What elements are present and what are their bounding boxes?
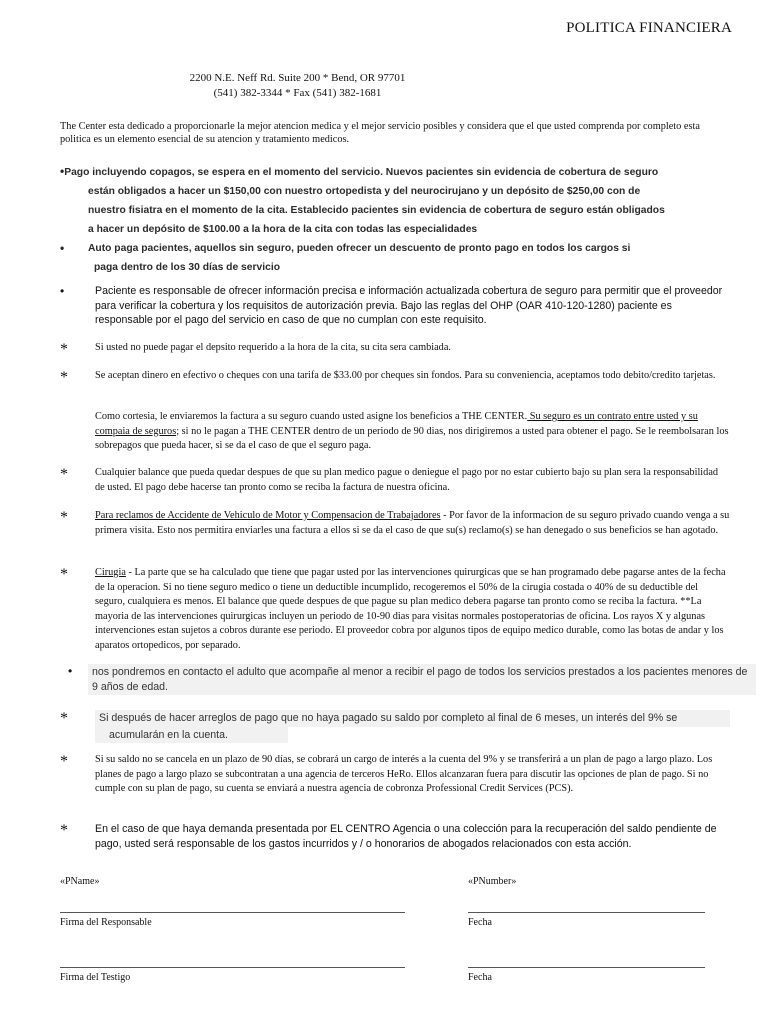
accident-text [95,509,730,538]
bullet-mark: • [60,241,65,255]
payment-plan-item [60,753,730,811]
date-label-2: Fecha [468,972,492,983]
star-mark: * [60,822,68,839]
payment-line-4: a hacer un depósito de $100.00 a la hora de la cita con todas las especialidades [88,224,478,235]
courtesy-item [60,410,730,454]
patient-name-field: «PName» [60,876,100,887]
responsible-signature-label: Firma del Responsable [60,917,152,928]
intro-paragraph: The Center esta dedicado a proporcionarle la mejor atencion medica y el mejor servicio posibles y considera que el que usted comprenda por completo esta politica es un elemento esencial de su atencion y tratamiento medicos. [60,121,700,145]
insurance-info-text: Paciente es responsable de ofrecer información precisa e información actualizada cobertura de seguro para permitir que el proveedor para verificar la cobertura y los requisitos de autorización previa. Bajo las reglas del OHP (OAR 410-120-1280) paciente es responsable por el pago del servicio en caso de que no cumplan con este requisito. [95,285,723,326]
legal-item [60,822,730,854]
balance-item [60,466,730,496]
star-mark: * [60,466,68,483]
payment-line-2: están obligados a hacer un $150,00 con nuestro ortopedista y del neurocirujano y un depósito de $250,00 con de [88,186,641,197]
accident-item [60,509,730,553]
surgery-text-b: - La parte que se ha calculado que tiene que pagar usted por las intervenciones quirurgicas que se han programado debe pagarse antes de la fecha de la operacion. Si no tiene seguro medico o tiene un deductible incumplido, recogeremos el 50% de la cirugia costada o 40% de su deductible del seguro, cualquiera es menos. El balance que quede despues de que pague su plan medico debera pagarse tan pronto como se reciba la factura. **La mayoria de las intervenciones quirurgicas incluyen un periodo de 10-90 dias para visitas normales postoperatorias de oficina. Los rayos X y algunas intervenciones estan sujetos a cobros durante ese periodo. El proveedor cobra por algunos tipos de equipo medico durable, como las botas de andar y los aparatos ortopedicos, por separado. [95,567,726,651]
courtesy-text [95,410,730,454]
star-mark: * [60,566,68,583]
legal-text: En el caso de que haya demanda presentada por EL CENTRO Agencia o una colección para la recuperación del saldo pendiente de pago, usted será responsable de los gastos incurridos y / o honorarios de abogados relacionados con esta acción. [95,823,717,850]
deposit-text: Si usted no puede pagar el depsito requerido a la hora de la cita, su cita sera cambiada. [95,342,451,353]
interest-text [95,710,730,743]
address-block [0,71,595,101]
bullet-mark: • [68,664,73,678]
page-title: POLITICA FINANCIERA [566,20,732,36]
interest-line-1: Si después de hacer arreglos de pago que no haya pagado su saldo por completo al final de 6 meses, un interés del 9% se [95,710,730,727]
interest-line-2: acumularán en la cuenta. [95,727,288,744]
balance-text: Cualquier balance que pueda quedar despues de que su plan medico pague o deniegue el pago por no estar cubierto bajo su plan sera la responsabilidad de usted. El pago debe hacerse tan pronto como se reciba la factura de nuestra oficina. [95,467,719,493]
payment-line-3: nuestro fisiatra en el momento de la cita. Establecido pacientes sin evidencia de cobertura de seguro están obligados [88,205,665,216]
accident-text-b: - Por favor de la informacion de su seguro privado cuando venga a su primera visita. Esto nos permitira enviarles una factura a ellos si se da el caso de que su(s) reclamo(s) se han denegado o sus beneficios se han agotado. [95,510,730,536]
interest-item [60,710,730,740]
bullet-mark: • [60,164,65,178]
bullet-mark: • [60,284,65,298]
accident-text-underlined: Para reclamos de Accidente de Vehiculo de Motor y Compensacion de Trabajadores [95,510,441,521]
courtesy-text-underlined: Su seguro es un contrato entre usted y su compaia de seguros; [95,411,698,437]
surgery-text-underlined: Cirugia [95,567,126,578]
payment-line-5: Auto paga pacientes, aquellos sin seguro, pueden ofrecer un descuento de pronto pago en todos los cargos si [88,243,631,254]
payment-plan-text: Si su saldo no se cancela en un plazo de 90 días, se cobrará un cargo de interés a la cuenta del 9% y se transferirá a un plan de pago a largo plazo. Los planes de pago a largo plazo se subcontratan a una agencia de terceros HeRo. Ellos alcanzaran fuera para discutir las opciones de plan de pago. Si no cumple con su plan de pago, su cuenta se enviará a nuestra agencia de cobronza Professional Credit Services (PCS). [95,754,713,794]
insurance-info-item [60,284,730,328]
star-mark: * [60,710,68,727]
phone-fax-line: (541) 382-3344 * Fax (541) 382-1681 [213,87,382,99]
payment-expectation-block [60,162,730,277]
address-line: 2200 N.E. Neff Rd. Suite 200 * Bend, OR 97701 [189,72,406,84]
witness-signature-label: Firma del Testigo [60,972,131,983]
date-line-2 [468,967,705,968]
minor-item [60,664,756,696]
payment-line-1: Pago incluyendo copagos, se espera en el momento del servicio. Nuevos pacientes sin evidencia de cobertura de seguro [64,167,659,178]
witness-signature-line [60,967,405,968]
star-mark: * [60,369,68,386]
cash-checks-item [60,369,730,399]
star-mark: * [60,753,68,770]
courtesy-text-a: Como cortesia, le enviaremos la factura a su seguro cuando usted asigne los beneficios a THE CENTER. [95,411,528,422]
star-mark: * [60,341,68,358]
responsible-signature-line [60,912,405,913]
date-line-1 [468,912,705,913]
date-label-1: Fecha [468,917,492,928]
star-mark: * [60,509,68,526]
minor-text: nos pondremos en contacto el adulto que acompañe al menor a recibir el pago de todos los servicios prestados a los pacientes menores de 9 años de edad. [88,664,756,695]
surgery-text [95,566,730,653]
deposit-item [60,341,730,357]
courtesy-text-b: si no le pagan a THE CENTER dentro de un periodo de 90 dias, nos dirigiremos a usted para obtener el pago. Se le reembolsaran los sobrepagos que pueda hacer, si se da el caso de que el seguro paga. [95,425,729,451]
payment-line-6: paga dentro de los 30 días de servicio [94,262,280,273]
surgery-item [60,566,730,654]
cash-checks-text: Se aceptan dinero en efectivo o cheques con una tarifa de $33.00 por cheques sin fondos. Para su conveniencia, aceptamos todo debito/credito tarjetas. [95,370,716,381]
patient-number-field: «PNumber» [468,876,517,887]
